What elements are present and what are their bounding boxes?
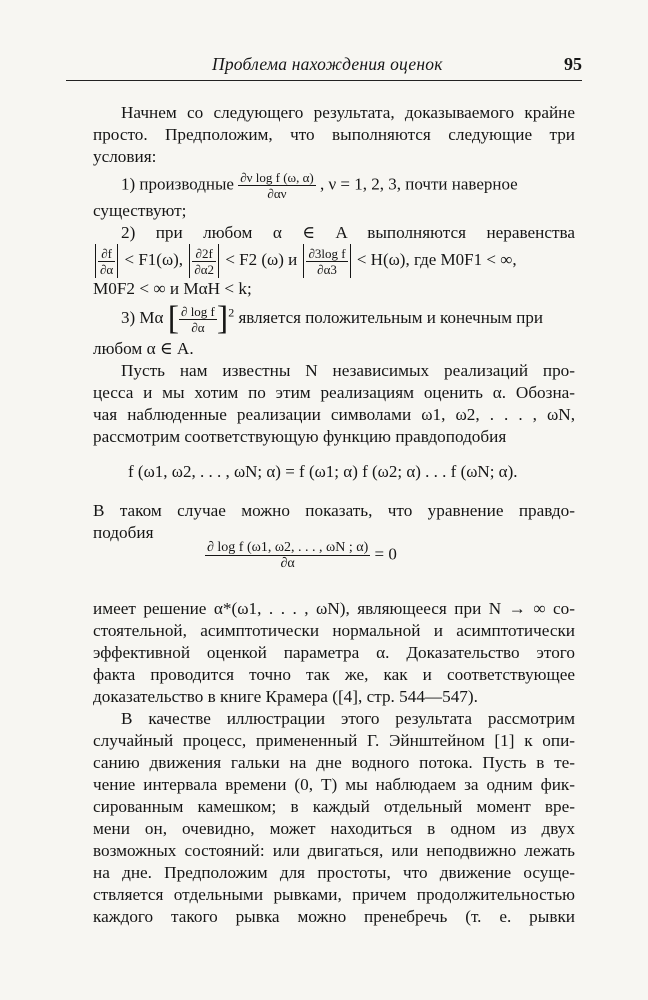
text-line: чая наблюденные реализации символами ω1, ω2, . . . , ωN, (93, 405, 575, 424)
text-line: В таком случае можно показать, что уравнение правдо- (93, 501, 575, 520)
text-line: случайный процесс, примененный Г. Эйнштейном [1] к опи- (93, 731, 575, 750)
text-line: возможных состояний: или двигаться, или неподвижно лежать (93, 841, 575, 860)
text-line: каждого такого рывка можно пренебречь (т. е. рывки (93, 907, 575, 926)
fraction (179, 304, 217, 335)
derivative-numerator: ∂ν log f (ω, α) (240, 170, 314, 185)
abs-bar (117, 244, 118, 278)
text-line: стоятельной, асимптотически нормальной и асимптотически (93, 621, 575, 640)
running-title: Проблема нахождения оценок (212, 54, 443, 74)
abs-bar (350, 244, 351, 278)
condition-3-suffix: является положительным и конечным при (238, 307, 543, 327)
text-line: любом α ∈ A. (93, 339, 194, 358)
inequality-text: < H(ω), где M0F1 < ∞, (356, 249, 517, 269)
fraction (306, 246, 347, 277)
text-line: условия: (93, 147, 157, 166)
condition-1-prefix: 1) производные (121, 174, 234, 194)
abs-bar (189, 244, 190, 278)
text-line: просто. Предположим, что выполняются следующие три (93, 125, 575, 144)
condition-2-inequalities (93, 244, 517, 278)
text-line: сированным камешком; в каждый отдельный момент вре- (93, 797, 575, 816)
text-line: рассмотрим соответствующую функцию правдоподобия (93, 427, 507, 446)
derivative-denominator: ∂αν (238, 185, 316, 201)
condition-1-suffix: , ν = 1, 2, 3, почти наверное (320, 174, 518, 194)
text-line: эффективной оценкой параметра α. Доказательство этого (93, 643, 575, 662)
denominator: ∂α3 (306, 261, 347, 277)
inequality-text: < F1(ω), (124, 249, 184, 269)
text-line: факта проводится точно так же, как и соответствующее (93, 665, 575, 684)
condition-3 (121, 302, 543, 336)
text-line: на дне. Предположим для простоты, что движение осуще- (93, 863, 575, 882)
page-number: 95 (564, 54, 582, 74)
denominator: ∂α (179, 319, 217, 335)
text-line: подобия (93, 523, 154, 542)
condition-1 (121, 170, 518, 201)
abs-bar (95, 244, 96, 278)
inequality-text: < F2 (ω) и (225, 249, 298, 269)
text-line: Пусть нам известны N независимых реализаций про- (121, 361, 575, 380)
equation-fraction (205, 540, 370, 571)
right-bracket: ] (216, 300, 229, 337)
abs-bar (218, 244, 219, 278)
fraction (192, 246, 216, 277)
likelihood-formula: f (ω1, ω2, . . . , ωN; α) = f (ω1; α) f (ω2; α) . . . f (ωN; α). (128, 462, 518, 481)
text-line: доказательство в книге Крамера ([4], стр. 544—547). (93, 687, 478, 706)
page-header (66, 52, 582, 80)
text-line: имеет решение α*(ω1, . . . , ωN), являющееся при N → ∞ со- (93, 599, 575, 618)
text-line: санию движения гальки на дне водного потока. Пусть в те- (93, 753, 575, 772)
fraction (98, 246, 115, 277)
abs-bar (303, 244, 304, 278)
equation-denominator: ∂α (205, 555, 370, 571)
text-line: мени он, очевидно, может находиться в одном из двух (93, 819, 575, 838)
exponent: 2 (228, 305, 235, 320)
text-line: ствляется отдельными рывками, причем продолжительностью (93, 885, 575, 904)
text-line: существуют; (93, 201, 187, 220)
condition-2-line: 2) при любом α ∈ A выполняются неравенства (121, 223, 575, 242)
numerator: ∂f (101, 245, 112, 261)
text-line: цесса и мы хотим по этим реализациям оценить α. Обозна- (93, 383, 575, 402)
left-bracket: [ (167, 300, 180, 337)
numerator: ∂2f (195, 245, 213, 261)
text-line: M0F2 < ∞ и MαH < k; (93, 279, 252, 298)
header-rule (66, 80, 582, 81)
denominator: ∂α2 (194, 261, 215, 277)
text-line: чение интервала времени (0, T) мы наблюдаем за одним фик- (93, 775, 575, 794)
likelihood-equation (205, 540, 397, 571)
text-line: В качестве иллюстрации этого результата рассмотрим (121, 709, 575, 728)
equation-numerator: ∂ log f (ω1, ω2, . . . , ωN ; α) (207, 540, 369, 555)
text-line: Начнем со следующего результата, доказываемого крайне (121, 103, 575, 122)
condition-3-prefix: 3) Mα (121, 307, 164, 327)
derivative-fraction (238, 170, 316, 201)
denominator: ∂α (100, 261, 114, 277)
equation-rhs: = 0 (374, 544, 397, 564)
numerator: ∂ log f (181, 303, 215, 319)
numerator: ∂3log f (308, 245, 346, 261)
